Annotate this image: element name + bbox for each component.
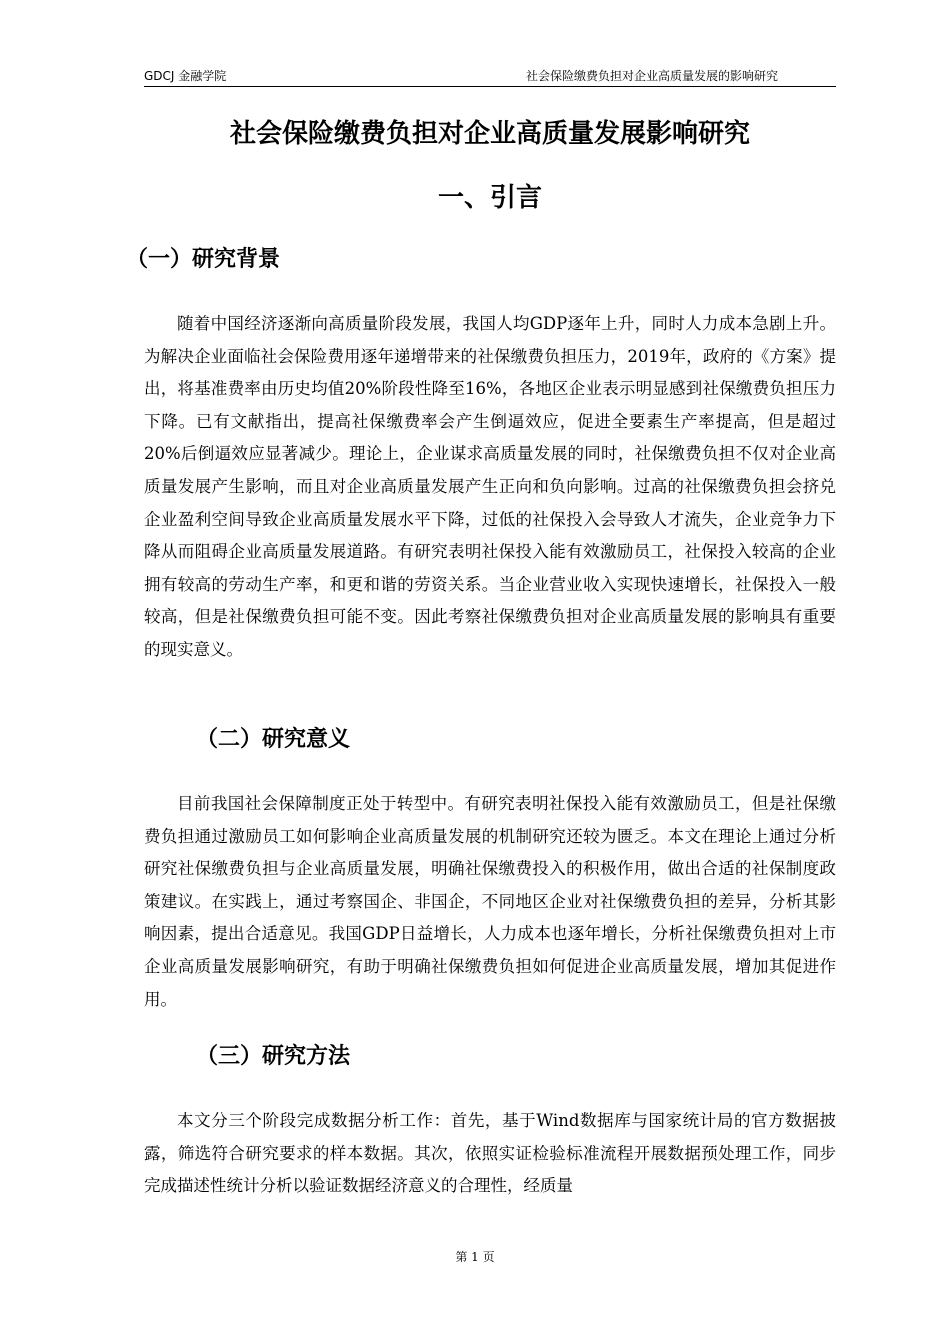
section-heading-background: （一）研究背景 bbox=[126, 247, 281, 272]
section-paragraph-significance: 目前我国社会保障制度正处于转型中。有研究表明社保投入能有效激励员工，但是社保缴费负担通过激励员工如何影响企业高质量发展的机制研究还较为匮乏。本文在理论上通过分析研究社保缴费负担与企业高质量发展，明确社保缴费投入的积极作用，做出合适的社保制度政策建议。在实践上，通过考察国企、非国企，不同地区企业对社保缴费负担的差异，分析其影响因素，提出合适意见。我国GDP日益增长，人力成本也逐年增长，分析社保缴费负担对上市企业高质量发展影响研究，有助于明确社保缴费负担如何促进企业高质量发展，增加其促进作用。 bbox=[144, 794, 836, 1009]
section-heading-methods: （三）研究方法 bbox=[196, 1044, 351, 1069]
header-running-title: 社会保险缴费负担对企业高质量发展的影响研究 bbox=[525, 69, 778, 83]
section-heading-significance: （二）研究意义 bbox=[196, 727, 351, 752]
chapter-heading: 一、引言 bbox=[437, 183, 542, 213]
section-paragraph-background: 随着中国经济逐渐向高质量阶段发展，我国人均GDP逐年上升，同时人力成本急剧上升。为解决企业面临社会保险费用逐年递增带来的社保缴费负担压力，2019年，政府的《方案》提出，将基准费率由历史均值20%阶段性降至16%，各地区企业表示明显感到社保缴费负担压力下降。已有文献指出，提高社保缴费率会产生倒逼效应，促进全要素生产率提高，但是超过20%后倒逼效应显著减少。理论上，企业谋求高质量发展的同时，社保缴费负担不仅对企业高质量发展产生影响，而且对企业高质量发展产生正向和负向影响。过高的社保缴费负担会挤兑企业盈利空间导致企业高质量发展水平下降，过低的社保投入会导致人才流失，企业竞争力下降从而阻碍企业高质量发展道路。有研究表明社保投入能有效激励员工，社保投入较高的企业拥有较高的劳动生产率，和更和谐的劳资关系。当企业营业收入实现快速增长，社保投入一般较高，但是社保缴费负担可能不变。因此考察社保缴费负担对企业高质量发展的影响具有重要的现实意义。 bbox=[144, 314, 836, 659]
section-paragraph-methods: 本文分三个阶段完成数据分析工作：首先，基于Wind数据库与国家统计局的官方数据披露，筛选符合研究要求的样本数据。其次，依照实证检验标准流程开展数据预处理工作，同步完成描述性统计分析以验证数据经济意义的合理性，经质量 bbox=[144, 1111, 836, 1196]
document-title: 社会保险缴费负担对企业高质量发展影响研究 bbox=[229, 119, 750, 149]
header-school-name: GDCJ 金融学院 bbox=[144, 69, 227, 83]
page-header bbox=[144, 68, 836, 87]
page-number: 第 1 页 bbox=[455, 1250, 495, 1264]
